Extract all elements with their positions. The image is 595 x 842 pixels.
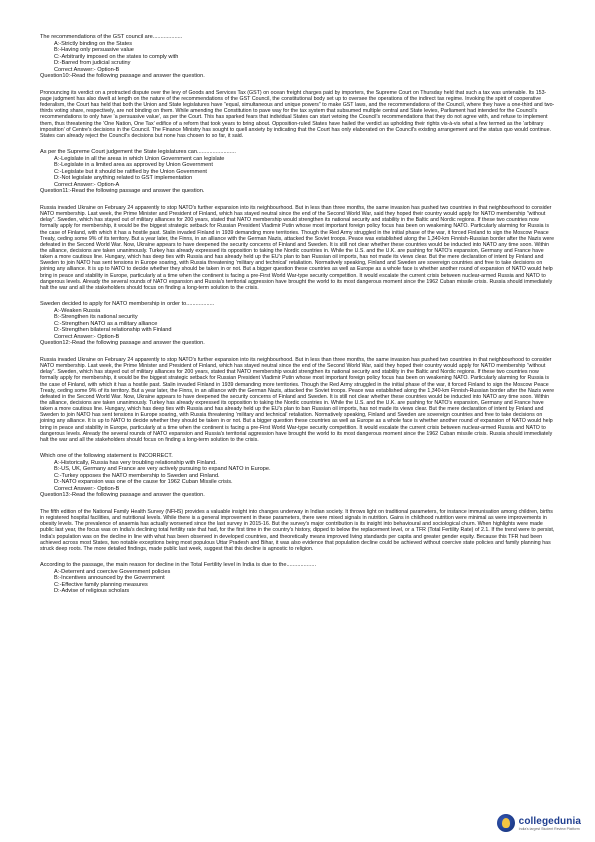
- option-a: A:-Historically, Russia has very troubling relationship with Finland.: [54, 459, 217, 466]
- question-text: Which one of the following statement is INCORRECT.: [40, 453, 173, 460]
- option-d: D:-Strengthen bilateral relationship with Finland: [54, 327, 172, 334]
- option-d: D:-Barred from judicial scrutiny: [54, 60, 131, 67]
- option-c: C:-Strengthen NATO as a military alliance: [54, 320, 158, 327]
- option-c: C:-Legislate but it should be ratified by the Union Government: [54, 168, 207, 175]
- option-b: B:-Legislate in a limited area as approved by Union Government: [54, 162, 213, 169]
- option-a: A:-Legislate in all the areas in which Union Government can legislate: [54, 155, 225, 162]
- footer-brand: [497, 814, 581, 832]
- option-b: B:-Having only persuasive value: [54, 47, 134, 54]
- option-b: B:-US, UK, Germany and France are very actively pursuing to expand NATO in Europe.: [54, 466, 271, 473]
- correct-answer: Correct Answer:- Option-B: [54, 66, 120, 73]
- options-list: [54, 156, 555, 182]
- option-c: C:-Effective family planning measures: [54, 581, 148, 588]
- brand-tagline: India's largest Student Review Platform: [518, 826, 580, 831]
- options-list: [54, 308, 555, 334]
- question-block-q11: [40, 149, 555, 195]
- option-d: D:-NATO expansion was one of the cause for 1962 Cuban Missile crisis.: [54, 479, 233, 486]
- option-a: A:-Deterrent and coercive Government policies: [54, 568, 171, 575]
- next-question-label: Question10:-Read the following passage and answer the question.: [40, 73, 205, 80]
- passage-gst: Pronouncing its verdict on a protracted dispute over the levy of Goods and Services Tax (GST) on ocean freight charges paid by importers, the Supreme Court on Thursday held that such a tax was untenable. Its 153-page judgment has also dwelt at length on the nature of the recommendations of the GST Council, the constitutional body set up to oversee the operations of the indirect tax regime. Invoking the spirit of cooperative federalism, the Court has held that both the Union and State legislatures have “equal, simultaneous and unique powers” to make GST laws, and the recommendations of the Council, where they have a one-third and two-thirds voting share, respectively, are not binding on them. While amending the Constitution to pave way for the tax system that subsumed multiple central and State levies, Parliament had intended for the Council's recommendations to only have ‘a persuasive value’, as per the Court. This has sparked fears that individual States can start vetoing the Council's recommendations that they do not agree with, and refuse to implement them, thus threatening the ‘One Nation, One Tax’ edifice of a reform that took years to bring about. Opposition-ruled States have hailed the verdict as upholding their rights vis-à-vis what a few termed as the ‘arbitrary imposition’ of Centre's decisions in the Council. The Finance Ministry has sought to quell anxiety by indicating that the Court has only elaborated on the Council's existing arrangement and the status quo would continue. States can already reject the Council's decisions but none has chosen to so far, it said.: [40, 89, 555, 139]
- collegedunia-logo-icon: [497, 814, 515, 832]
- logo-text: [519, 816, 581, 831]
- option-d: D:-Advise of religious scholars: [54, 588, 130, 595]
- option-c: C:-Arbitrarily imposed on the states to comply with: [54, 53, 179, 60]
- question-block-q12: [40, 301, 555, 347]
- passage-nato-1: Russia invaded Ukraine on February 24 apparently to stop NATO's further expansion into its neighbourhood. But in less than three months, the same invasion has pushed two countries in that neighbourhood to consider NATO membership. Last week, the Prime Minister and President of Finland, which has stayed neutral since the end of the Second World War, said they hoped their country would apply for NATO membership “without delay”. Sweden, which has stayed out of military alliances for 200 years, stated that NATO membership would strengthen its national security and stability in the Baltic and Nordic regions. If these two countries now formally apply for membership, it would be the biggest strategic setback for Russian President Vladimir Putin whose most important foreign policy focus has been on weakening NATO. Particularly alarming for Russia is the case of Finland, with which it has a hostile past. Stalin invaded Finland in 1939 demanding more territories. Though the Red Army struggled in the initial phase of the war, it forced Finland to sign the Moscow Peace Treaty, ceding some 9% of its territory. But a year later, the Finns, in an alliance with the German Nazis, attacked the Soviet troops. Peace was established along the 1,340-km Finnish-Russian border after the Nazis were defeated in the Second World War. Now, Ukraine appears to have deepened the security concerns of Finland and Sweden. It is still not clear whether these countries would be inducted into NATO any time soon. Within the alliance, decisions are taken unanimously. Turkey has already expressed its opposition to taking the Nordic countries in. While the U.S. and the U.K. are pushing for NATO's expansion, Germany and France have taken a more cautious line. Hungary, which has deep ties with Russia and has already held up the EU's plan to ban Russian oil imports, has not made its views clear. But the mere declaration of intent by Finland and Sweden to join NATO has sent tensions in Europe soaring, with Russia threatening ‘military and technical’ retaliation. Normatively speaking, Finland and Sweden are sovereign countries and free to take decisions on joining any alliance. It is up to NATO to decide whether they should be taken in or not. But a bigger question these countries as well as Europe as a whole face is whether another round of expansion of NATO would help bring in peace and stability in Europe, particularly at a time when the continent is facing a pre-First World War-type security competition. It would escalate the current crisis between nuclear-armed Russia and NATO to dangerous levels. Already the several rounds of NATO expansion and Russia's territorial aggression have brought the world to its most dangerous moment since the 1962 Cuban missile crisis. Russia should immediately halt the war and all the stakeholders should focus on finding a long-term solution to the crisis.: [40, 204, 555, 291]
- option-b: B:-Incentives announced by the Government: [54, 575, 165, 582]
- next-question-label: Question11:-Read the following passage and answer the question.: [40, 188, 205, 195]
- option-c: C:-Turkey opposes the NATO membership to Sweden and Finland.: [54, 472, 220, 479]
- question-text: The recommendations of the GST council are...................: [40, 34, 183, 40]
- correct-answer: Correct Answer:- Option-B: [54, 485, 120, 492]
- correct-answer: Correct Answer:- Option-B: [54, 333, 120, 340]
- question-text: As per the Supreme Court judgement the State legislatures can.........................: [40, 149, 236, 156]
- question-text: According to the passage, the main reason for decline in the Total Fertility level in India is due to the...................: [40, 562, 317, 569]
- correct-answer: Correct Answer:- Option-A: [54, 181, 120, 188]
- options-list: [54, 460, 555, 486]
- passage-nfhs: The fifth edition of the National Family Health Survey (NFHS) provides a valuable insight into changes underway in Indian society. It throws light on traditional parameters, for instance immunisation among children, births in registered hospital facilities, and nutritional levels. While there is a general improvement in these parameters, there were mixed signals in nutrition. Gains in childhood nutrition were minimal as were improvements in obesity levels. The prevalence of anaemia has actually worsened since the last survey in 2015-16. But the survey's major contribution is its insight into behavioural and sociological churn. When highlights were made public last year, the focus was on India's declining total fertility rate that had, for the first time in the country's history, dipped to below the replacement level, or a TFR (Total Fertility Rate) of 2.1. If the trend were to persist, India's population was on the decline in line with what has been observed in developed countries, and theoretically means improved living standards per capita and greater gender equity. Because this TFR had been achieved across most States, two notable exceptions being most populous Uttar Pradesh and Bihar, it was also evidence that population decline could be achieved without coercive state policies and family planning has struck deep roots. The more detailed findings, made public last week, suggest that this decline is agnostic to religion.: [40, 508, 555, 552]
- brand-name: collegedunia: [518, 815, 581, 827]
- option-d: D:-Not legislate anything related to GST implementation: [54, 175, 193, 182]
- question-block-q10: [40, 34, 555, 80]
- option-a: A:-Weaken Russia: [54, 307, 101, 314]
- question-block-q14: [40, 562, 555, 595]
- option-b: B:-Strengthen its national security: [54, 314, 138, 321]
- document-page: [40, 34, 555, 595]
- question-block-q13: [40, 453, 555, 499]
- option-a: A:-Strictly binding on the States: [54, 40, 133, 47]
- options-list: [54, 569, 555, 595]
- next-question-label: Question12:-Read the following passage and answer the question.: [40, 340, 205, 347]
- next-question-label: Question13:-Read the following passage and answer the question.: [40, 492, 205, 499]
- options-list: [54, 41, 555, 67]
- question-text: Sweden decided to apply for NATO membership in order to..................: [40, 301, 215, 308]
- passage-nato-2: Russia invaded Ukraine on February 24 apparently to stop NATO's further expansion into its neighbourhood. But in less than three months, the same invasion has pushed two countries in that neighbourhood to consider NATO membership. Last week, the Prime Minister and President of Finland, which has stayed neutral since the end of the Second World War, said they hoped their country would apply for NATO membership “without delay”. Sweden, which has stayed out of military alliances for 200 years, stated that NATO membership would strengthen its national security and stability in the Baltic and Nordic regions. If these two countries now formally apply for membership, it would be the biggest strategic setback for Russian President Vladimir Putin whose most important foreign policy focus has been on weakening NATO. Particularly alarming for Russia is the case of Finland, with which it has a hostile past. Stalin invaded Finland in 1939 demanding more territories. Though the Red Army struggled in the initial phase of the war, it forced Finland to sign the Moscow Peace Treaty, ceding some 9% of its territory. But a year later, the Finns, in an alliance with the German Nazis, attacked the Soviet troops. Peace was established along the 1,340-km Finnish-Russian border after the Nazis were defeated in the Second World War. Now, Ukraine appears to have deepened the security concerns of Finland and Sweden. It is still not clear whether these countries would be inducted into NATO any time soon. Within the alliance, decisions are taken unanimously. Turkey has already expressed its opposition to taking the Nordic countries in. While the U.S. and the U.K. are pushing for NATO's expansion, Germany and France have taken a more cautious line. Hungary, which has deep ties with Russia and has already held up the EU's plan to ban Russian oil imports, has not made its views clear. But the mere declaration of intent by Finland and Sweden to join NATO has sent tensions in Europe soaring, with Russia threatening ‘military and technical’ retaliation. Normatively speaking, Finland and Sweden are sovereign countries and free to take decisions on joining any alliance. It is up to NATO to decide whether they should be taken in or not. But a bigger question these countries as well as Europe as a whole face is whether another round of expansion of NATO would help bring in peace and stability in Europe, particularly at a time when the continent is facing a pre-First World War-type security competition. It would escalate the current crisis between nuclear-armed Russia and NATO to dangerous levels. Already the several rounds of NATO expansion and Russia's territorial aggression have brought the world to its most dangerous moment since the 1962 Cuban missile crisis. Russia should immediately halt the war and all the stakeholders should focus on finding a long-term solution to the crisis.: [40, 356, 555, 443]
